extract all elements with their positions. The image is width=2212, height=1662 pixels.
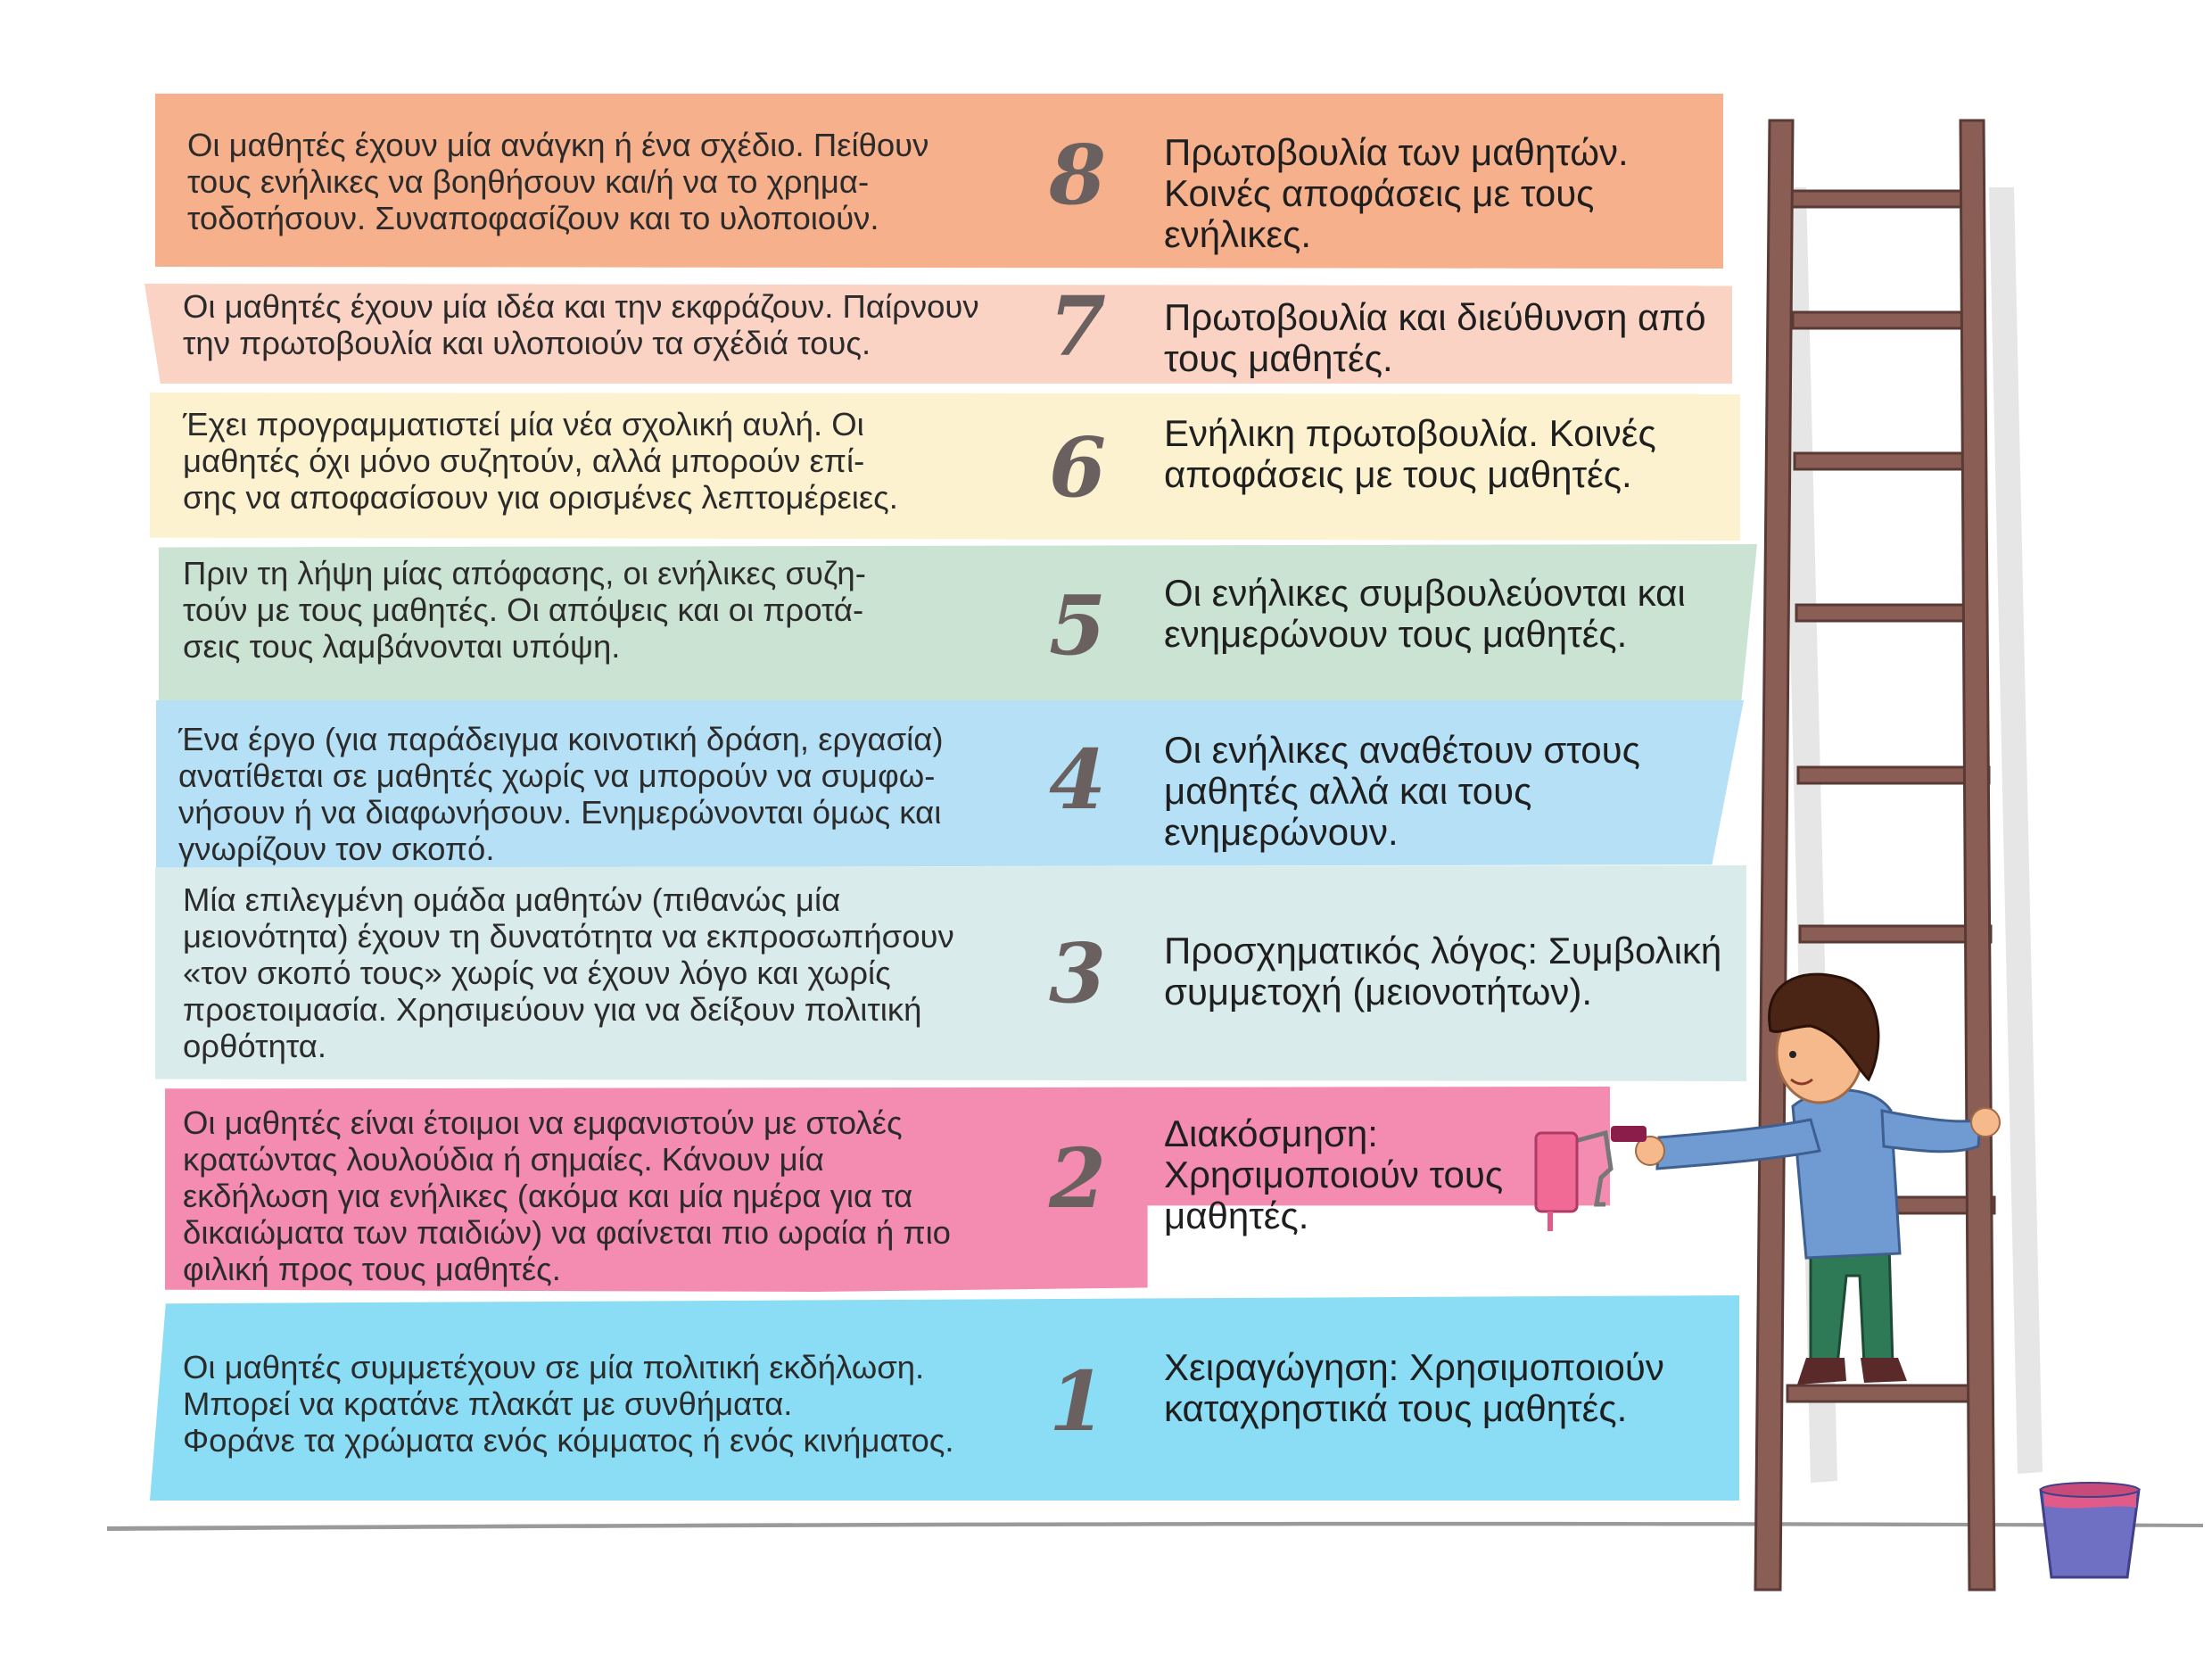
rung-title-8: Πρωτοβουλία των μαθητών. Κοινές αποφάσεις με τους ενήλικες. [1164, 131, 1629, 255]
rung-description-6: Έχει προγραμματιστεί μία νέα σχολική αυλή. Οι μαθητές όχι μόνο συζητούν, αλλά μπορούν επί- σης να αποφασίσουν για ορισμένες λεπτομέρειες. [183, 406, 898, 516]
rung-number-8: 8 [1048, 127, 1106, 223]
rung-number-6: 6 [1048, 419, 1106, 516]
rung-description-4: Ένα έργο (για παράδειγμα κοινοτική δράση, εργασία) ανατίθεται σε μαθητές χωρίς να μπορούν να συμφω- νήσουν ή να διαφωνήσουν. Ενημερώνονται όμως και γνωρίζουν τον σκοπό. [178, 721, 944, 867]
rung-description-1: Οι μαθητές συμμετέχουν σε μία πολιτική εκδήλωση. Μπορεί να κρατάνε πλακάτ με συνθήματα. Φοράνε τα χρώματα ενός κόμματος ή ενός κινήματος. [183, 1349, 954, 1459]
paint-bucket-icon [2041, 1483, 2139, 1577]
rung-number-7: 7 [1048, 278, 1106, 375]
rung-number-2: 2 [1048, 1130, 1106, 1227]
rung-title-3: Προσχηματικός λόγος: Συμβολική συμμετοχή (μειονοτήτων). [1164, 930, 1722, 1013]
rung-number-4: 4 [1048, 732, 1106, 828]
rung-title-5: Οι ενήλικες συμβουλεύονται και ενημερώνουν τους μαθητές. [1164, 572, 1686, 655]
rung-description-7: Οι μαθητές έχουν μία ιδέα και την εκφράζουν. Παίρνουν την πρωτοβουλία και υλοποιούν τα σχέδιά τους. [183, 288, 979, 361]
rung-description-3: Μία επιλεγμένη ομάδα μαθητών (πιθανώς μία μειονότητα) έχουν τη δυνατότητα να εκπροσωπήσουν «τον σκοπό τους» χωρίς να έχουν λόγο και χωρίς προετοιμασία. Χρησιμεύουν για να δείξουν πολιτική ορθότητα. [183, 881, 954, 1064]
rung-title-6: Ενήλικη πρωτοβουλία. Κοινές αποφάσεις με τους μαθητές. [1164, 412, 1656, 495]
rung-title-1: Χειραγώγηση: Χρησιμοποιούν καταχρηστικά τους μαθητές. [1164, 1346, 1664, 1429]
rung-title-4: Οι ενήλικες αναθέτουν στους μαθητές αλλά και τους ενημερώνουν. [1164, 729, 1640, 853]
rung-description-5: Πριν τη λήψη μίας απόφασης, οι ενήλικες συζη- τούν με τους μαθητές. Οι απόψεις και οι προτά- σεις τους λαμβάνονται υπόψη. [183, 555, 866, 665]
child-painting-illustration [1636, 974, 2000, 1385]
rung-title-7: Πρωτοβουλία και διεύθυνση από τους μαθητές. [1164, 296, 1706, 379]
paint-roller-icon [1536, 1126, 1647, 1231]
rung-number-1: 1 [1048, 1353, 1106, 1450]
rung-description-8: Οι μαθητές έχουν μία ανάγκη ή ένα σχέδιο. Πείθουν τους ενήλικες να βοηθήσουν και/ή να το χρημα- τοδοτήσουν. Συναποφασίζουν και το υλοποιούν. [187, 127, 929, 236]
rung-title-2: Διακόσμηση: Χρησιμοποιούν τους μαθητές. [1164, 1112, 1504, 1236]
rung-number-5: 5 [1048, 577, 1106, 674]
rung-number-3: 3 [1048, 925, 1106, 1021]
rung-description-2: Οι μαθητές είναι έτοιμοι να εμφανιστούν με στολές κρατώντας λουλούδια ή σημαίες. Κάνουν μία εκδήλωση για ενήλικες (ακόμα και μία ημέρα για τα δικαιώματα των παιδιών) να φαίνεται πιο ωραία ή πιο φιλική προς τους μαθητές. [183, 1104, 951, 1287]
